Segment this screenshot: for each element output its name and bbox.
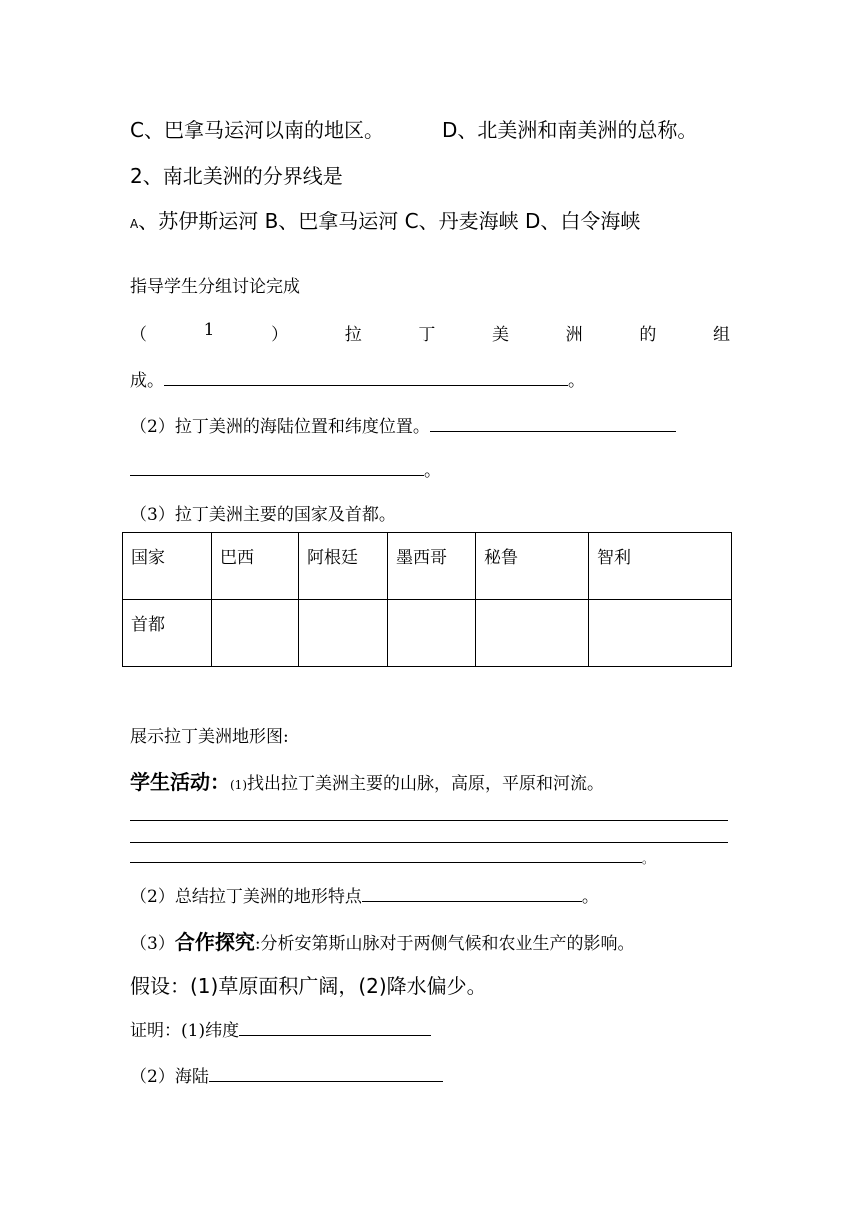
activity-answer-last — [130, 844, 654, 868]
q1-option-c: C、巴拿马运河以南的地区。 — [130, 118, 384, 142]
table-cell-empty[interactable] — [299, 600, 388, 667]
activity-label: 学生活动： — [130, 770, 230, 794]
proof-sea-land — [130, 1062, 443, 1087]
q1-options — [130, 114, 697, 143]
item1-char: 拉 — [344, 325, 362, 345]
q2-option-a-letter: A — [130, 217, 139, 231]
item1-end: 。 — [568, 371, 585, 391]
proof-latitude — [130, 1016, 431, 1041]
table-row — [123, 533, 732, 600]
item1-cont-text: 成。 — [130, 371, 164, 391]
capital-table — [122, 532, 732, 667]
item2-text: （2）拉丁美洲的海陆位置和纬度位置。 — [130, 417, 430, 437]
item1-char: ） — [271, 325, 289, 345]
discussion-item1-line — [130, 320, 730, 345]
item2-answer-blank-a[interactable] — [430, 413, 676, 432]
terrain-item3-num: （3） — [130, 934, 175, 954]
answer-rule[interactable] — [130, 844, 642, 863]
student-activity — [130, 766, 604, 795]
table-cell-empty[interactable] — [476, 600, 589, 667]
proof1-blank[interactable] — [239, 1017, 431, 1036]
terrain-heading: 展示拉丁美洲地形图: — [130, 727, 289, 747]
table-cell: 阿根廷 — [299, 533, 388, 600]
terrain-item3 — [130, 926, 635, 955]
activity-text: 找出拉丁美洲主要的山脉，高原，平原和河流。 — [247, 774, 604, 794]
item1-char: （ — [130, 325, 147, 345]
table-cell: 秘鲁 — [476, 533, 589, 600]
item1-char: 美 — [492, 325, 510, 345]
q2-question: 2、南北美洲的分界线是 — [130, 164, 343, 188]
table-cell-empty[interactable] — [589, 600, 732, 667]
table-cell: 首都 — [123, 600, 212, 667]
item2-answer-blank-b[interactable] — [130, 457, 424, 476]
q2-options — [130, 205, 640, 234]
terrain-item2 — [130, 882, 599, 907]
item1-char: 丁 — [418, 325, 436, 345]
table-cell-empty[interactable] — [212, 600, 299, 667]
item2-end: 。 — [424, 461, 441, 481]
terrain-item3-text: :分析安第斯山脉对于两侧气候和农业生产的影响。 — [254, 934, 635, 954]
q2-options-text: 、苏伊斯运河 B、巴拿马运河 C、丹麦海峡 D、白令海峡 — [138, 209, 641, 233]
proof1-text: 证明：(1)纬度 — [130, 1021, 240, 1041]
discussion-heading: 指导学生分组讨论完成 — [130, 277, 300, 297]
item1-char: 的 — [639, 325, 657, 345]
table-cell: 智利 — [589, 533, 732, 600]
item1-answer-blank[interactable] — [164, 367, 568, 386]
terrain-item2-text: （2）总结拉丁美洲的地形特点 — [130, 887, 362, 907]
item1-char: 组 — [712, 325, 730, 345]
discussion-item1-cont — [130, 366, 585, 391]
answer-rule[interactable] — [130, 842, 728, 843]
discussion-item3: （3）拉丁美洲主要的国家及首都。 — [130, 505, 396, 525]
answer-rule[interactable] — [130, 820, 728, 821]
table-cell-empty[interactable] — [388, 600, 476, 667]
terrain-item2-blank[interactable] — [362, 883, 582, 902]
discussion-item2 — [130, 412, 676, 437]
discussion-item2-cont — [130, 456, 441, 481]
item1-char: 1 — [203, 320, 215, 340]
proof2-text: （2）海陆 — [130, 1067, 209, 1087]
table-cell: 巴西 — [212, 533, 299, 600]
q1-option-d: D、北美洲和南美洲的总称。 — [441, 118, 698, 142]
item1-char: 洲 — [565, 325, 583, 345]
terrain-item2-end: 。 — [581, 887, 599, 907]
cooperative-inquiry-label: 合作探究 — [174, 930, 255, 954]
table-cell: 墨西哥 — [388, 533, 476, 600]
hypothesis: 假设：(1)草原面积广阔，(2)降水偏少。 — [130, 974, 487, 998]
table-cell: 国家 — [123, 533, 212, 600]
table-row — [123, 600, 732, 667]
proof2-blank[interactable] — [209, 1063, 443, 1082]
activity-end: 。 — [642, 852, 655, 866]
activity-num: (1) — [230, 778, 247, 792]
